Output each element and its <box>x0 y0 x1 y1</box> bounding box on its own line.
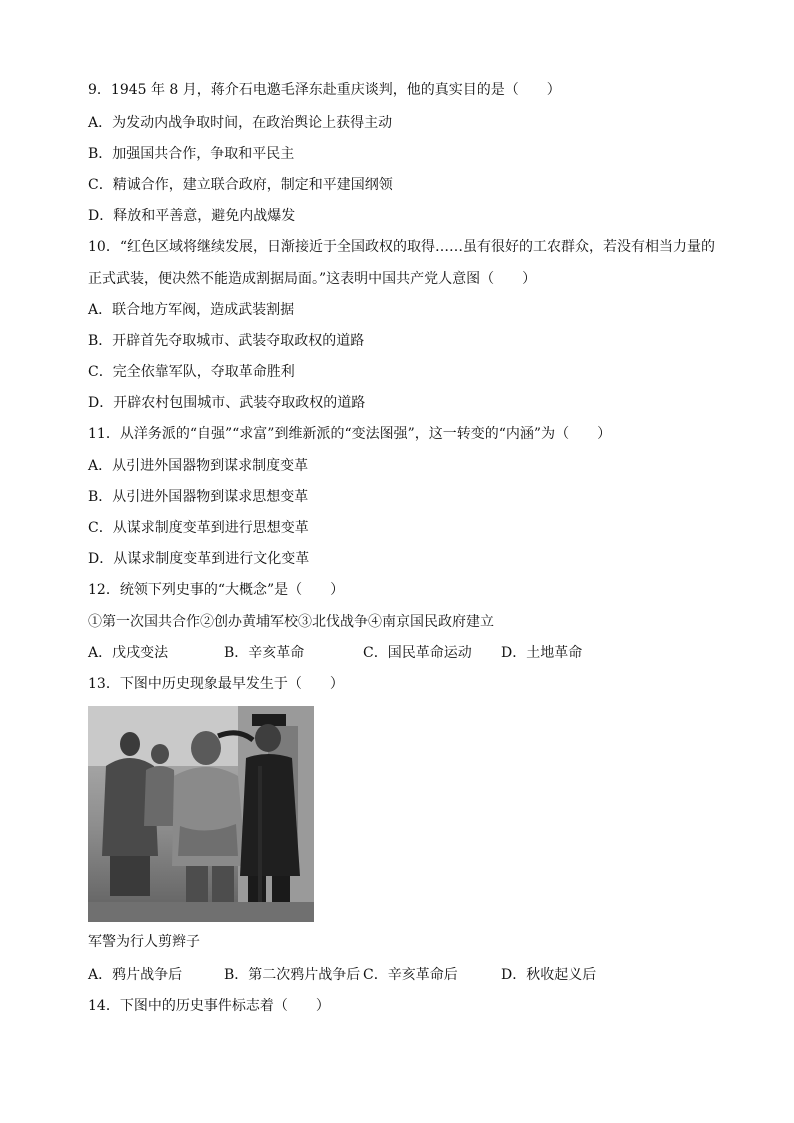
q11-stem: 11．从洋务派的“自强”“求富”到维新派的“变法图强”，这一转变的“内涵”为（ ） <box>88 426 612 442</box>
q12-option-d: D．土地革命 <box>501 645 583 661</box>
q13-stem: 13．下图中历史现象最早发生于（ ） <box>88 676 344 692</box>
historical-photo <box>88 706 314 922</box>
q9-option-a: A．为发动内战争取时间，在政治舆论上获得主动 <box>88 115 393 131</box>
q11-option-b: B．从引进外国器物到谋求思想变革 <box>88 489 309 505</box>
q13-option-c: C．辛亥革命后 <box>363 967 458 983</box>
q13-options-row <box>88 965 596 985</box>
q12-events: ①第一次国共合作②创办黄埔军校③北伐战争④南京国民政府建立 <box>88 614 494 630</box>
q11-option-a: A．从引进外国器物到谋求制度变革 <box>88 458 309 474</box>
q9-option-c: C．精诚合作，建立联合政府，制定和平建国纲领 <box>88 177 393 193</box>
q14-stem: 14．下图中的历史事件标志着（ ） <box>88 998 330 1014</box>
q11-option-d: D．从谋求制度变革到进行文化变革 <box>88 551 310 567</box>
q10-stem-line2: 正式武装，便决然不能造成割据局面。”这表明中国共产党人意图（ ） <box>88 271 537 287</box>
q10-option-a: A．联合地方军阀，造成武装割据 <box>88 302 295 318</box>
q9-option-d: D．释放和平善意，避免内战爆发 <box>88 208 296 224</box>
q10-option-b: B．开辟首先夺取城市、武装夺取政权的道路 <box>88 333 365 349</box>
q10-option-c: C．完全依靠军队，夺取革命胜利 <box>88 364 295 380</box>
q12-options-row <box>88 643 582 663</box>
q12-option-b: B．辛亥革命 <box>224 645 305 661</box>
q12-option-a: A．戊戌变法 <box>88 645 169 661</box>
q11-option-c: C．从谋求制度变革到进行思想变革 <box>88 520 309 536</box>
q10-option-d: D．开辟农村包围城市、武装夺取政权的道路 <box>88 395 366 411</box>
q13-option-b: B．第二次鸦片战争后 <box>224 967 361 983</box>
q13-option-d: D．秋收起义后 <box>501 967 597 983</box>
q12-stem: 12．统领下列史事的“大概念”是（ ） <box>88 582 345 598</box>
q12-option-c: C．国民革命运动 <box>363 645 472 661</box>
q13-photo-caption: 军警为行人剪辫子 <box>88 934 200 950</box>
q13-option-a: A．鸦片战争后 <box>88 967 183 983</box>
q10-stem-line1: 10．“红色区域将继续发展，日渐接近于全国政权的取得……虽有很好的工农群众，若没有相当力量的 <box>88 239 715 255</box>
q9-option-b: B．加强国共合作，争取和平民主 <box>88 146 295 162</box>
q9-stem: 9．1945 年 8 月，蒋介石电邀毛泽东赴重庆谈判，他的真实目的是（ ） <box>88 82 561 98</box>
